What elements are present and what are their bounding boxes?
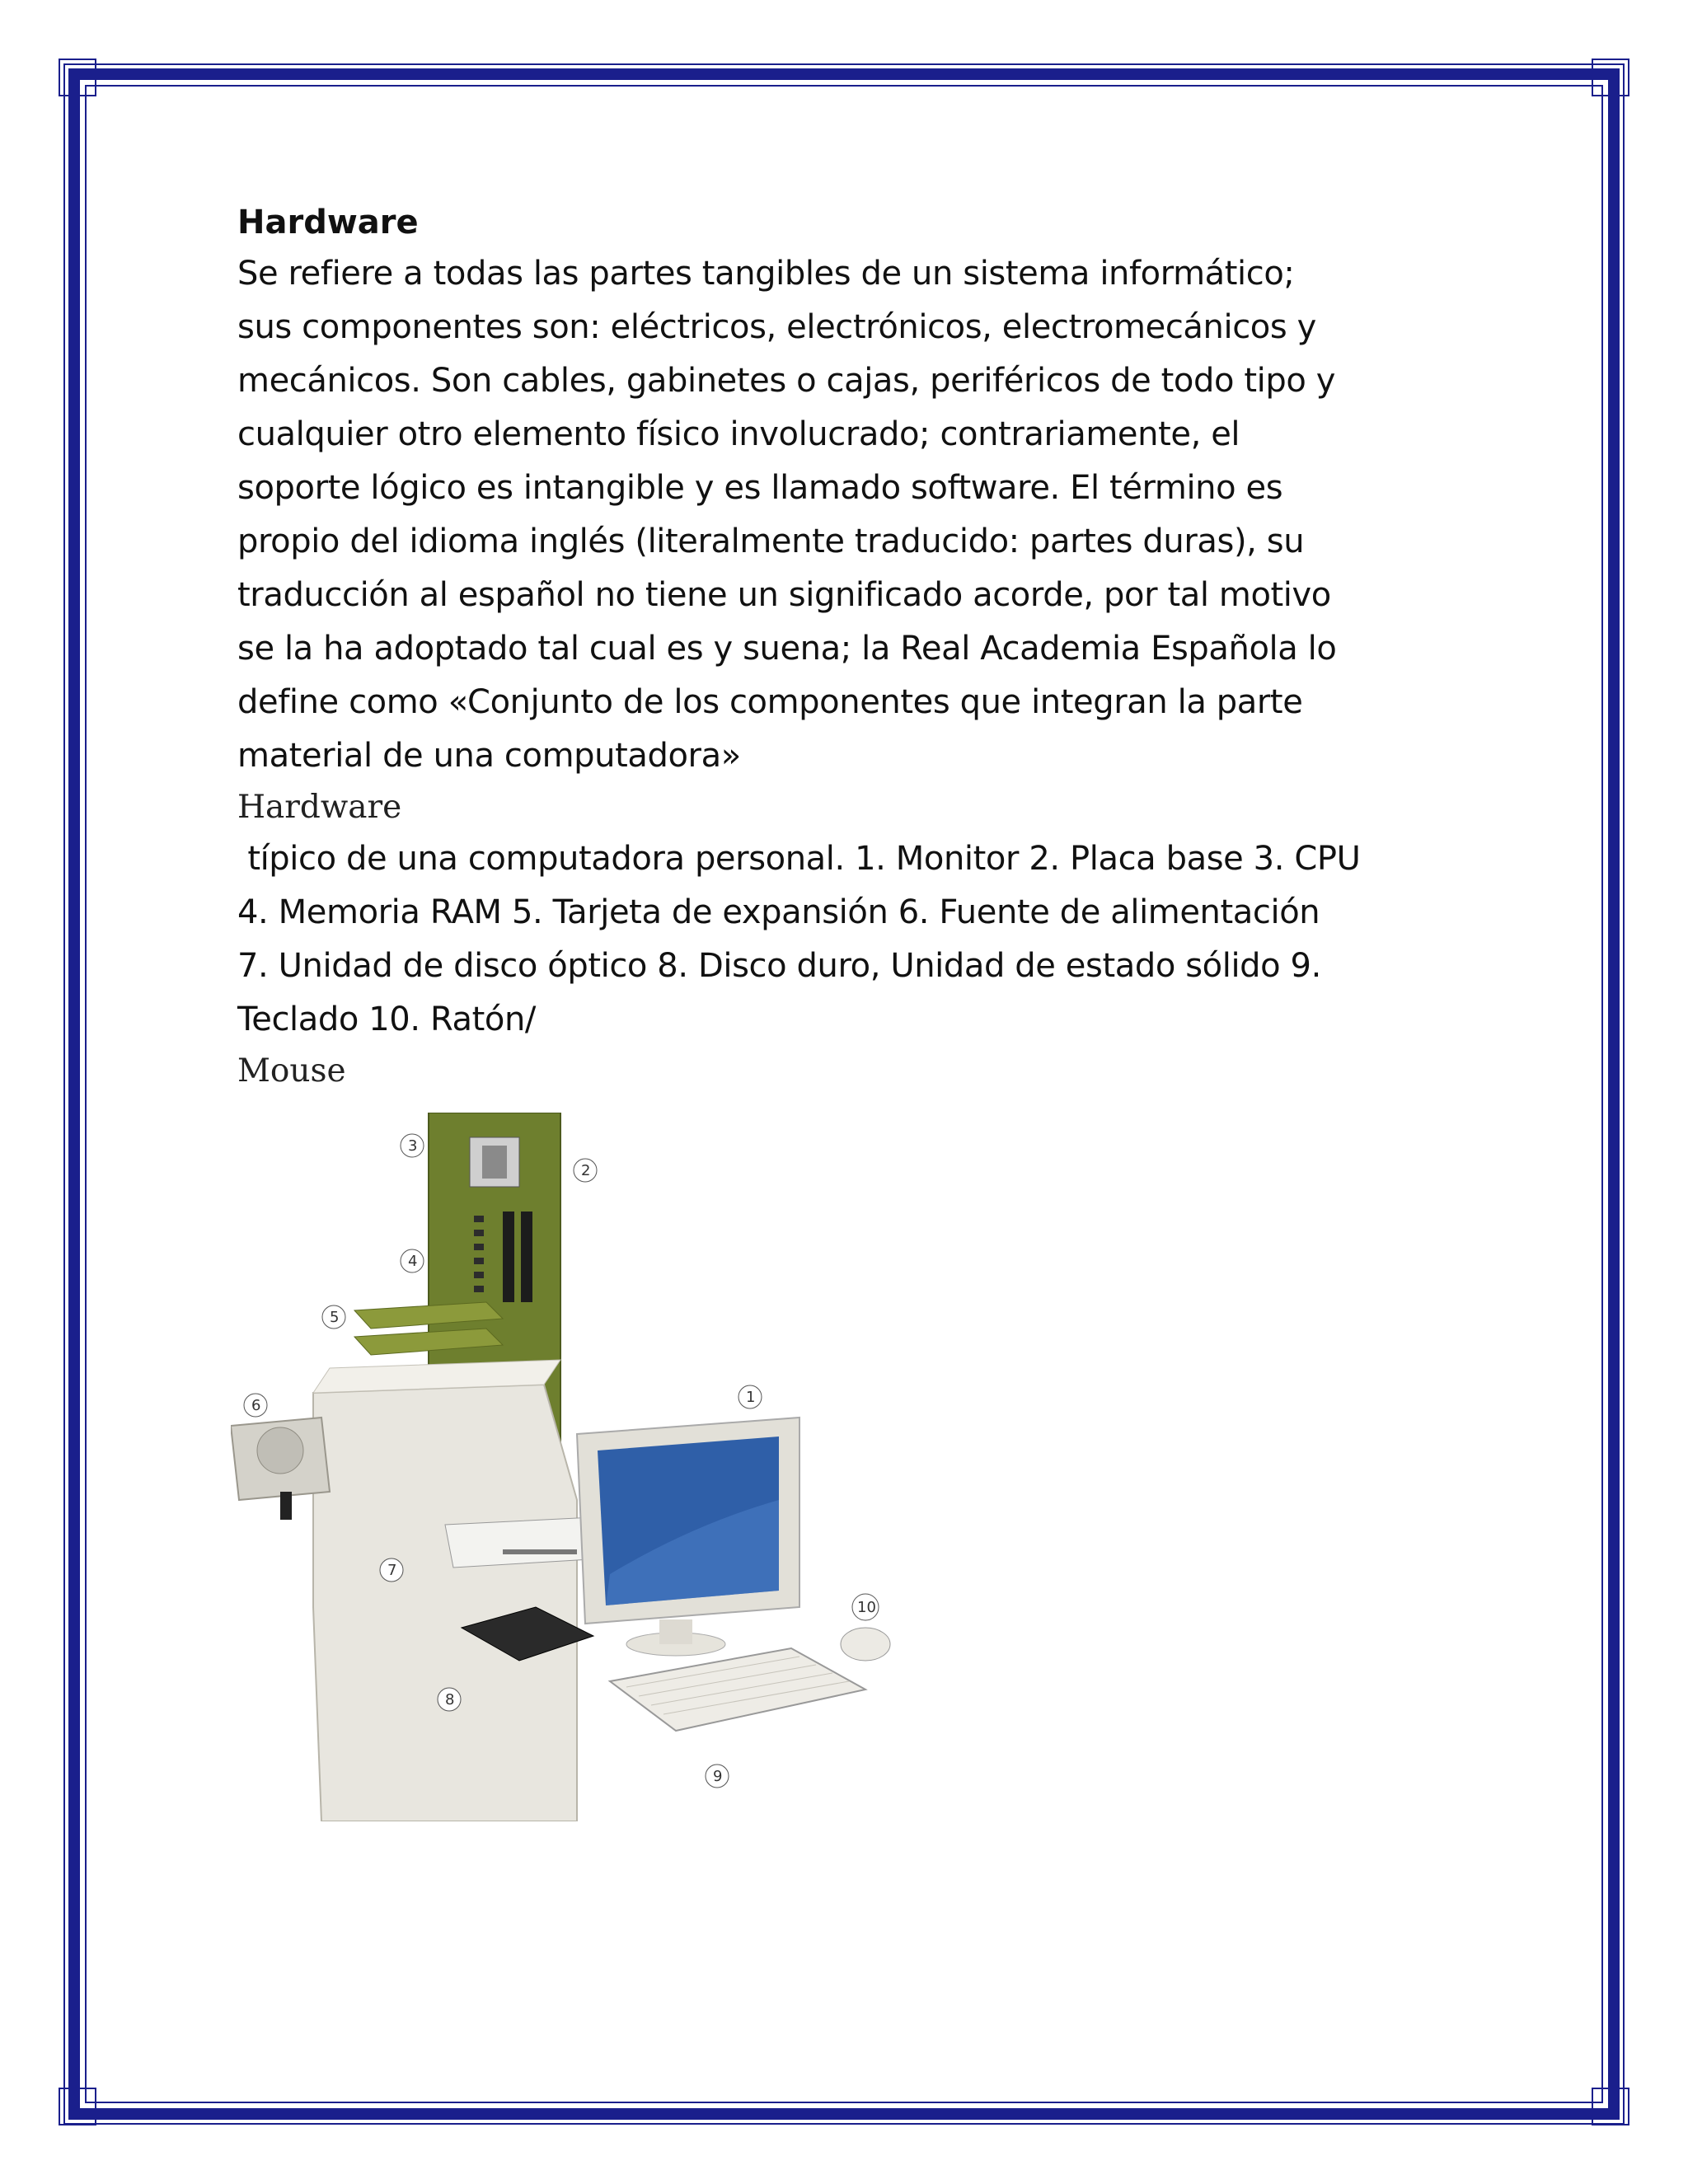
paragraph-line: propio del idioma inglés (literalmente traducido: partes duras), su	[237, 523, 1305, 560]
callout-2: 2	[581, 1162, 591, 1179]
caption-tail: Mouse	[237, 1052, 346, 1090]
paragraph-line: cualquier otro elemento físico involucrado; contrariamente, el	[237, 415, 1240, 453]
callout-3: 3	[408, 1137, 418, 1155]
paragraph-line: Se refiere a todas las partes tangibles de un sistema informático;	[237, 255, 1295, 293]
callout-8: 8	[445, 1691, 455, 1708]
case-shape	[313, 1385, 577, 1821]
pc-hardware-illustration	[231, 1113, 907, 1821]
document-content	[237, 198, 1465, 1096]
callout-6: 6	[251, 1397, 261, 1414]
callout-5: 5	[330, 1309, 340, 1326]
callout-1: 1	[746, 1389, 756, 1406]
mouse-shape	[841, 1628, 890, 1661]
pc-diagram-svg	[231, 1113, 907, 1821]
callout-4: 4	[408, 1253, 418, 1270]
callout-7: 7	[387, 1562, 397, 1579]
callout-10: 10	[857, 1599, 876, 1616]
ram-shape	[503, 1212, 514, 1302]
paragraph-line: se la ha adoptado tal cual es y suena; la Real Academia Española lo	[237, 630, 1337, 668]
paragraph-line: soporte lógico es intangible y es llamado software. El término es	[237, 469, 1283, 507]
document-heading: Hardware	[237, 204, 419, 241]
body-paragraph	[237, 247, 1465, 783]
paragraph-line: mecánicos. Son cables, gabinetes o cajas, periféricos de todo tipo y	[237, 362, 1336, 400]
caption-line: típico de una computadora personal. 1. Monitor 2. Placa base 3. CPU	[237, 840, 1361, 878]
caption-line: 7. Unidad de disco óptico 8. Disco duro, Unidad de estado sólido 9.	[237, 947, 1321, 985]
callout-9: 9	[713, 1768, 723, 1785]
paragraph-line: traducción al español no tiene un significado acorde, por tal motivo	[237, 576, 1331, 614]
caption-title: Hardware	[237, 789, 402, 826]
caption-line: 4. Memoria RAM 5. Tarjeta de expansión 6. Fuente de alimentación	[237, 893, 1320, 931]
caption-line: Teclado 10. Ratón/	[237, 1001, 536, 1038]
paragraph-line: define como «Conjunto de los componentes que integran la parte	[237, 683, 1303, 721]
caption-text	[237, 832, 1465, 1047]
paragraph-line: material de una computadora»	[237, 737, 741, 775]
paragraph-line: sus componentes son: eléctricos, electrónicos, electromecánicos y	[237, 308, 1316, 346]
